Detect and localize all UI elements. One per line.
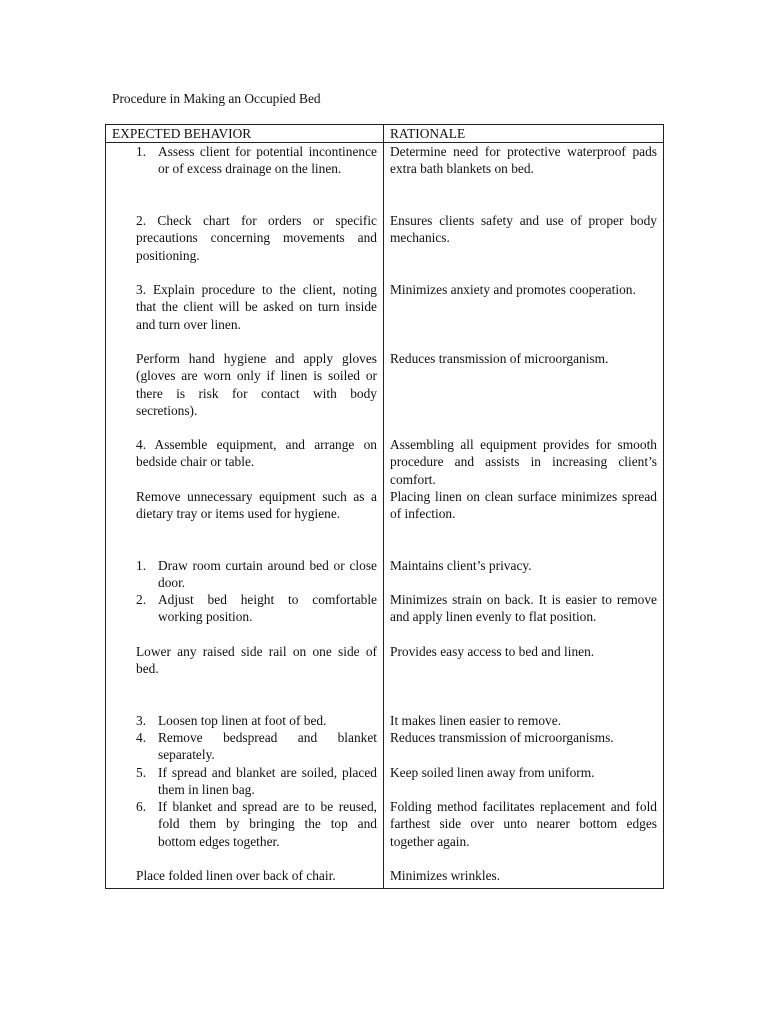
behavior-text: Perform hand hygiene and apply gloves (gloves are worn only if linen is soiled or there is risk for contact with body secretions). xyxy=(136,351,377,418)
behavior-column xyxy=(106,143,384,889)
behavior-item xyxy=(112,143,377,177)
behavior-text: If blanket and spread are to be reused, fold them by bringing the top and bottom edges together. xyxy=(158,799,377,849)
behavior-item xyxy=(112,212,377,264)
behavior-text: Loosen top linen at foot of bed. xyxy=(158,713,327,729)
rationale-text: Minimizes strain on back. It is easier to remove and apply linen evenly to flat position. xyxy=(390,592,657,625)
procedure-table xyxy=(105,124,664,889)
rationale-text: Determine need for protective waterproof pads extra bath blankets on bed. xyxy=(390,144,657,177)
behavior-item xyxy=(112,591,377,625)
behavior-text: 3. Explain procedure to the client, noting that the client will be asked on turn inside and turn over linen. xyxy=(136,282,377,332)
behavior-text: Assess client for potential incontinence or of excess drainage on the linen. xyxy=(158,144,377,177)
behavior-text: Adjust bed height to comfortable working position. xyxy=(158,592,377,625)
page-title: Procedure in Making an Occupied Bed xyxy=(112,91,321,106)
behavior-text: Lower any raised side rail on one side of bed. xyxy=(136,644,377,677)
item-number: 3. xyxy=(136,713,147,729)
rationale-text: Keep soiled linen away from uniform. xyxy=(390,765,595,781)
behavior-text: Remove unnecessary equipment such as a dietary tray or items used for hygiene. xyxy=(136,489,377,522)
behavior-item xyxy=(112,643,377,677)
rationale-text: Ensures clients safety and use of proper body mechanics. xyxy=(390,213,657,246)
behavior-item xyxy=(112,488,377,522)
rationale-text: Minimizes wrinkles. xyxy=(390,868,501,884)
behavior-item xyxy=(112,798,377,850)
behavior-text: 4. Assemble equipment, and arrange on bedside chair or table. xyxy=(136,437,377,470)
header-rationale: RATIONALE xyxy=(384,125,664,143)
behavior-text: Place folded linen over back of chair. xyxy=(136,868,336,884)
behavior-text: Remove bedspread and blanket separately. xyxy=(158,730,377,763)
table-body-row xyxy=(106,143,664,889)
rationale-text: Folding method facilitates replacement and fold farthest side over unto nearer bottom edges together again. xyxy=(390,799,657,849)
behavior-item xyxy=(112,729,377,763)
behavior-text: 2. Check chart for orders or specific precautions concerning movements and positioning. xyxy=(136,213,377,263)
rationale-text: Maintains client’s privacy. xyxy=(390,558,532,574)
behavior-item xyxy=(112,557,377,591)
rationale-text: Reduces transmission of microorganism. xyxy=(390,351,609,367)
behavior-item xyxy=(112,436,377,470)
behavior-item xyxy=(112,764,377,798)
rationale-text: Reduces transmission of microorganisms. xyxy=(390,730,614,746)
behavior-text: If spread and blanket are soiled, placed them in linen bag. xyxy=(158,765,377,798)
header-expected-behavior: EXPECTED BEHAVIOR xyxy=(106,125,384,143)
rationale-text: Assembling all equipment provides for smooth procedure and assists in increasing client’s comfort. xyxy=(390,437,657,487)
behavior-text: Draw room curtain around bed or close door. xyxy=(158,558,377,591)
item-number: 1. xyxy=(136,558,147,574)
behavior-item xyxy=(112,867,377,884)
behavior-item xyxy=(112,712,377,729)
rationale-text: Placing linen on clean surface minimizes spread of infection. xyxy=(390,489,657,522)
rationale-column xyxy=(384,143,664,889)
table-header-row xyxy=(106,125,664,143)
item-number: 2. xyxy=(136,592,147,608)
item-number: 5. xyxy=(136,765,147,781)
item-number: 1. xyxy=(136,144,147,160)
rationale-text: Provides easy access to bed and linen. xyxy=(390,644,595,660)
behavior-item xyxy=(112,350,377,419)
behavior-item xyxy=(112,281,377,333)
rationale-text: Minimizes anxiety and promotes cooperation. xyxy=(390,282,636,298)
item-number: 6. xyxy=(136,799,147,815)
item-number: 4. xyxy=(136,730,147,746)
rationale-text: It makes linen easier to remove. xyxy=(390,713,562,729)
